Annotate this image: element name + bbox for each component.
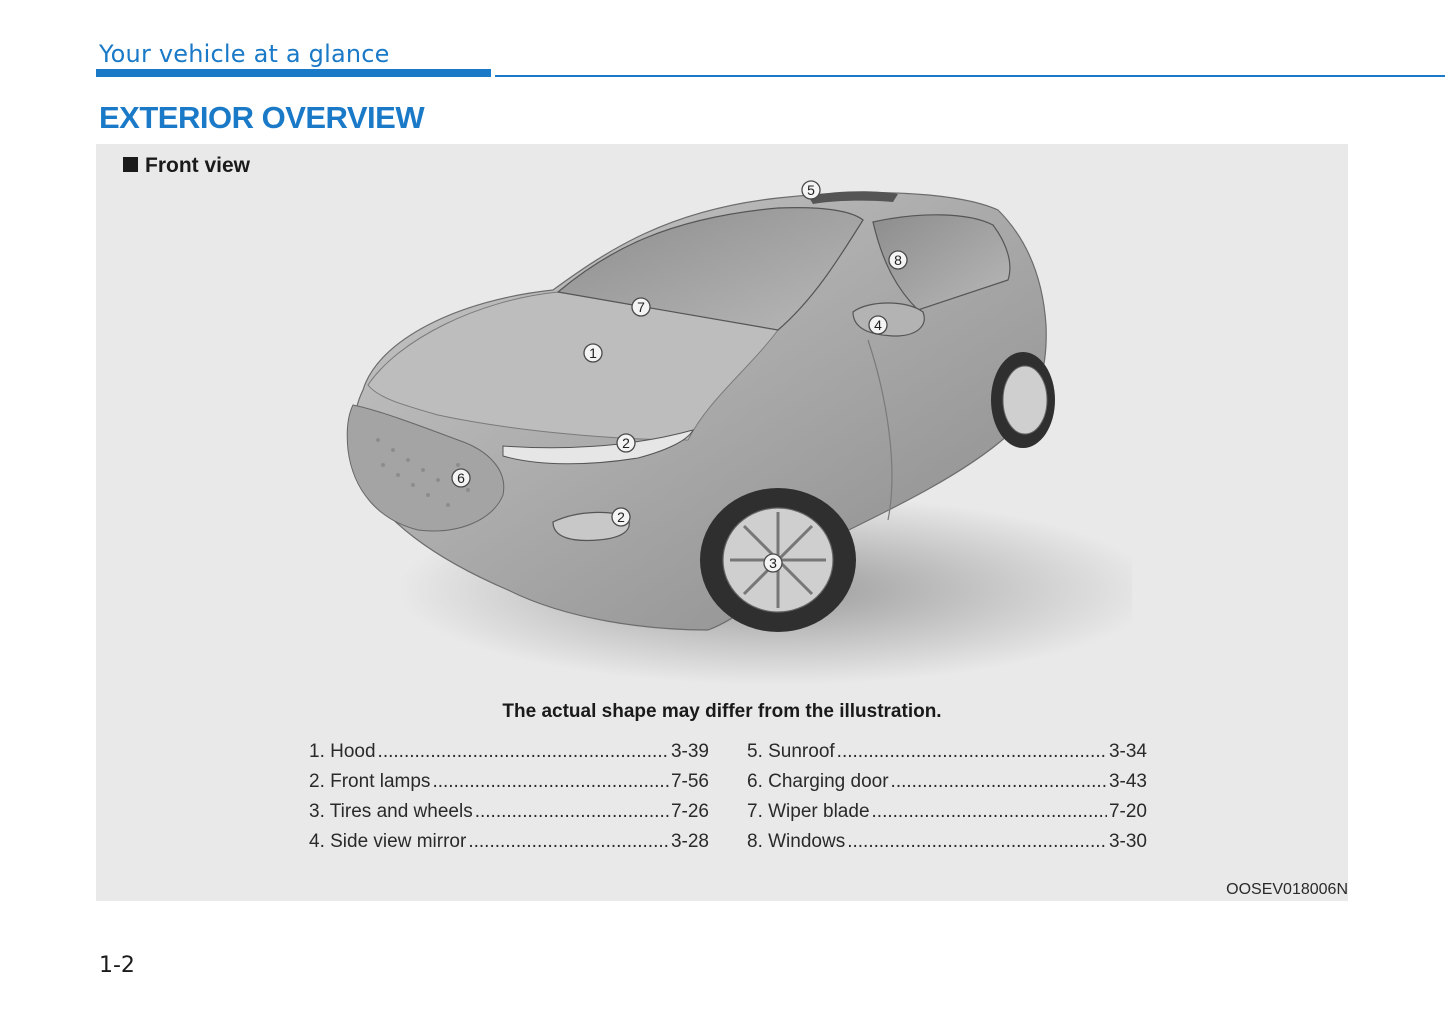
list-item bbox=[747, 831, 1147, 861]
figure-code: OOSEV018006N bbox=[1226, 881, 1348, 898]
leader-dots bbox=[378, 741, 669, 763]
part-label: 1. Hood bbox=[309, 741, 376, 762]
list-item bbox=[309, 831, 709, 861]
page-number: 1-2 bbox=[99, 953, 135, 978]
svg-text:4: 4 bbox=[874, 317, 882, 333]
callout-6 bbox=[452, 469, 470, 487]
list-item bbox=[747, 741, 1147, 771]
section-title: Your vehicle at a glance bbox=[99, 40, 390, 68]
callout-1 bbox=[584, 344, 602, 362]
part-label: 7. Wiper blade bbox=[747, 801, 870, 822]
parts-list-right bbox=[747, 741, 1147, 861]
parts-list-left bbox=[309, 741, 709, 861]
part-page: 7-20 bbox=[1108, 801, 1147, 822]
callout-4 bbox=[869, 316, 887, 334]
leader-dots bbox=[847, 831, 1107, 853]
leader-dots bbox=[475, 801, 669, 823]
view-label-text: Front view bbox=[145, 154, 251, 177]
list-item bbox=[747, 771, 1147, 801]
leader-dots bbox=[432, 771, 669, 793]
svg-text:7: 7 bbox=[637, 299, 645, 315]
leader-dots bbox=[468, 831, 669, 853]
part-page: 3-39 bbox=[670, 741, 709, 762]
svg-text:8: 8 bbox=[894, 252, 902, 268]
svg-text:2: 2 bbox=[617, 509, 625, 525]
callout-7 bbox=[632, 298, 650, 316]
part-page: 3-28 bbox=[670, 831, 709, 852]
list-item bbox=[309, 771, 709, 801]
callout-2a bbox=[617, 434, 635, 452]
svg-text:1: 1 bbox=[589, 345, 597, 361]
part-page: 3-30 bbox=[1108, 831, 1147, 852]
list-item bbox=[747, 801, 1147, 831]
svg-text:5: 5 bbox=[807, 182, 815, 198]
page-heading: EXTERIOR OVERVIEW bbox=[99, 100, 425, 135]
list-item bbox=[309, 741, 709, 771]
svg-text:6: 6 bbox=[457, 470, 465, 486]
car-illustration bbox=[308, 150, 1132, 710]
part-label: 8. Windows bbox=[747, 831, 846, 852]
exterior-panel bbox=[96, 144, 1348, 901]
part-page: 3-34 bbox=[1108, 741, 1147, 762]
callout-2b bbox=[612, 508, 630, 526]
part-label: 4. Side view mirror bbox=[309, 831, 467, 852]
leader-dots bbox=[891, 771, 1107, 793]
part-label: 5. Sunroof bbox=[747, 741, 835, 762]
part-label: 2. Front lamps bbox=[309, 771, 431, 792]
rear-wheel-rim bbox=[1003, 366, 1047, 434]
leader-dots bbox=[837, 741, 1107, 763]
part-label: 6. Charging door bbox=[747, 771, 889, 792]
header-rule-thick bbox=[96, 69, 491, 77]
part-page: 7-26 bbox=[670, 801, 709, 822]
callout-8 bbox=[889, 251, 907, 269]
view-label bbox=[123, 154, 250, 178]
callout-3 bbox=[764, 554, 782, 572]
part-label: 3. Tires and wheels bbox=[309, 801, 473, 822]
header-rule-thin bbox=[495, 75, 1445, 77]
illustration-disclaimer: The actual shape may differ from the illustration. bbox=[502, 701, 942, 722]
part-page: 7-56 bbox=[670, 771, 709, 792]
callout-5 bbox=[802, 181, 820, 199]
svg-text:3: 3 bbox=[769, 555, 777, 571]
part-page: 3-43 bbox=[1108, 771, 1147, 792]
svg-text:2: 2 bbox=[622, 435, 630, 451]
square-bullet-icon bbox=[123, 157, 138, 172]
leader-dots bbox=[872, 801, 1107, 823]
list-item bbox=[309, 801, 709, 831]
